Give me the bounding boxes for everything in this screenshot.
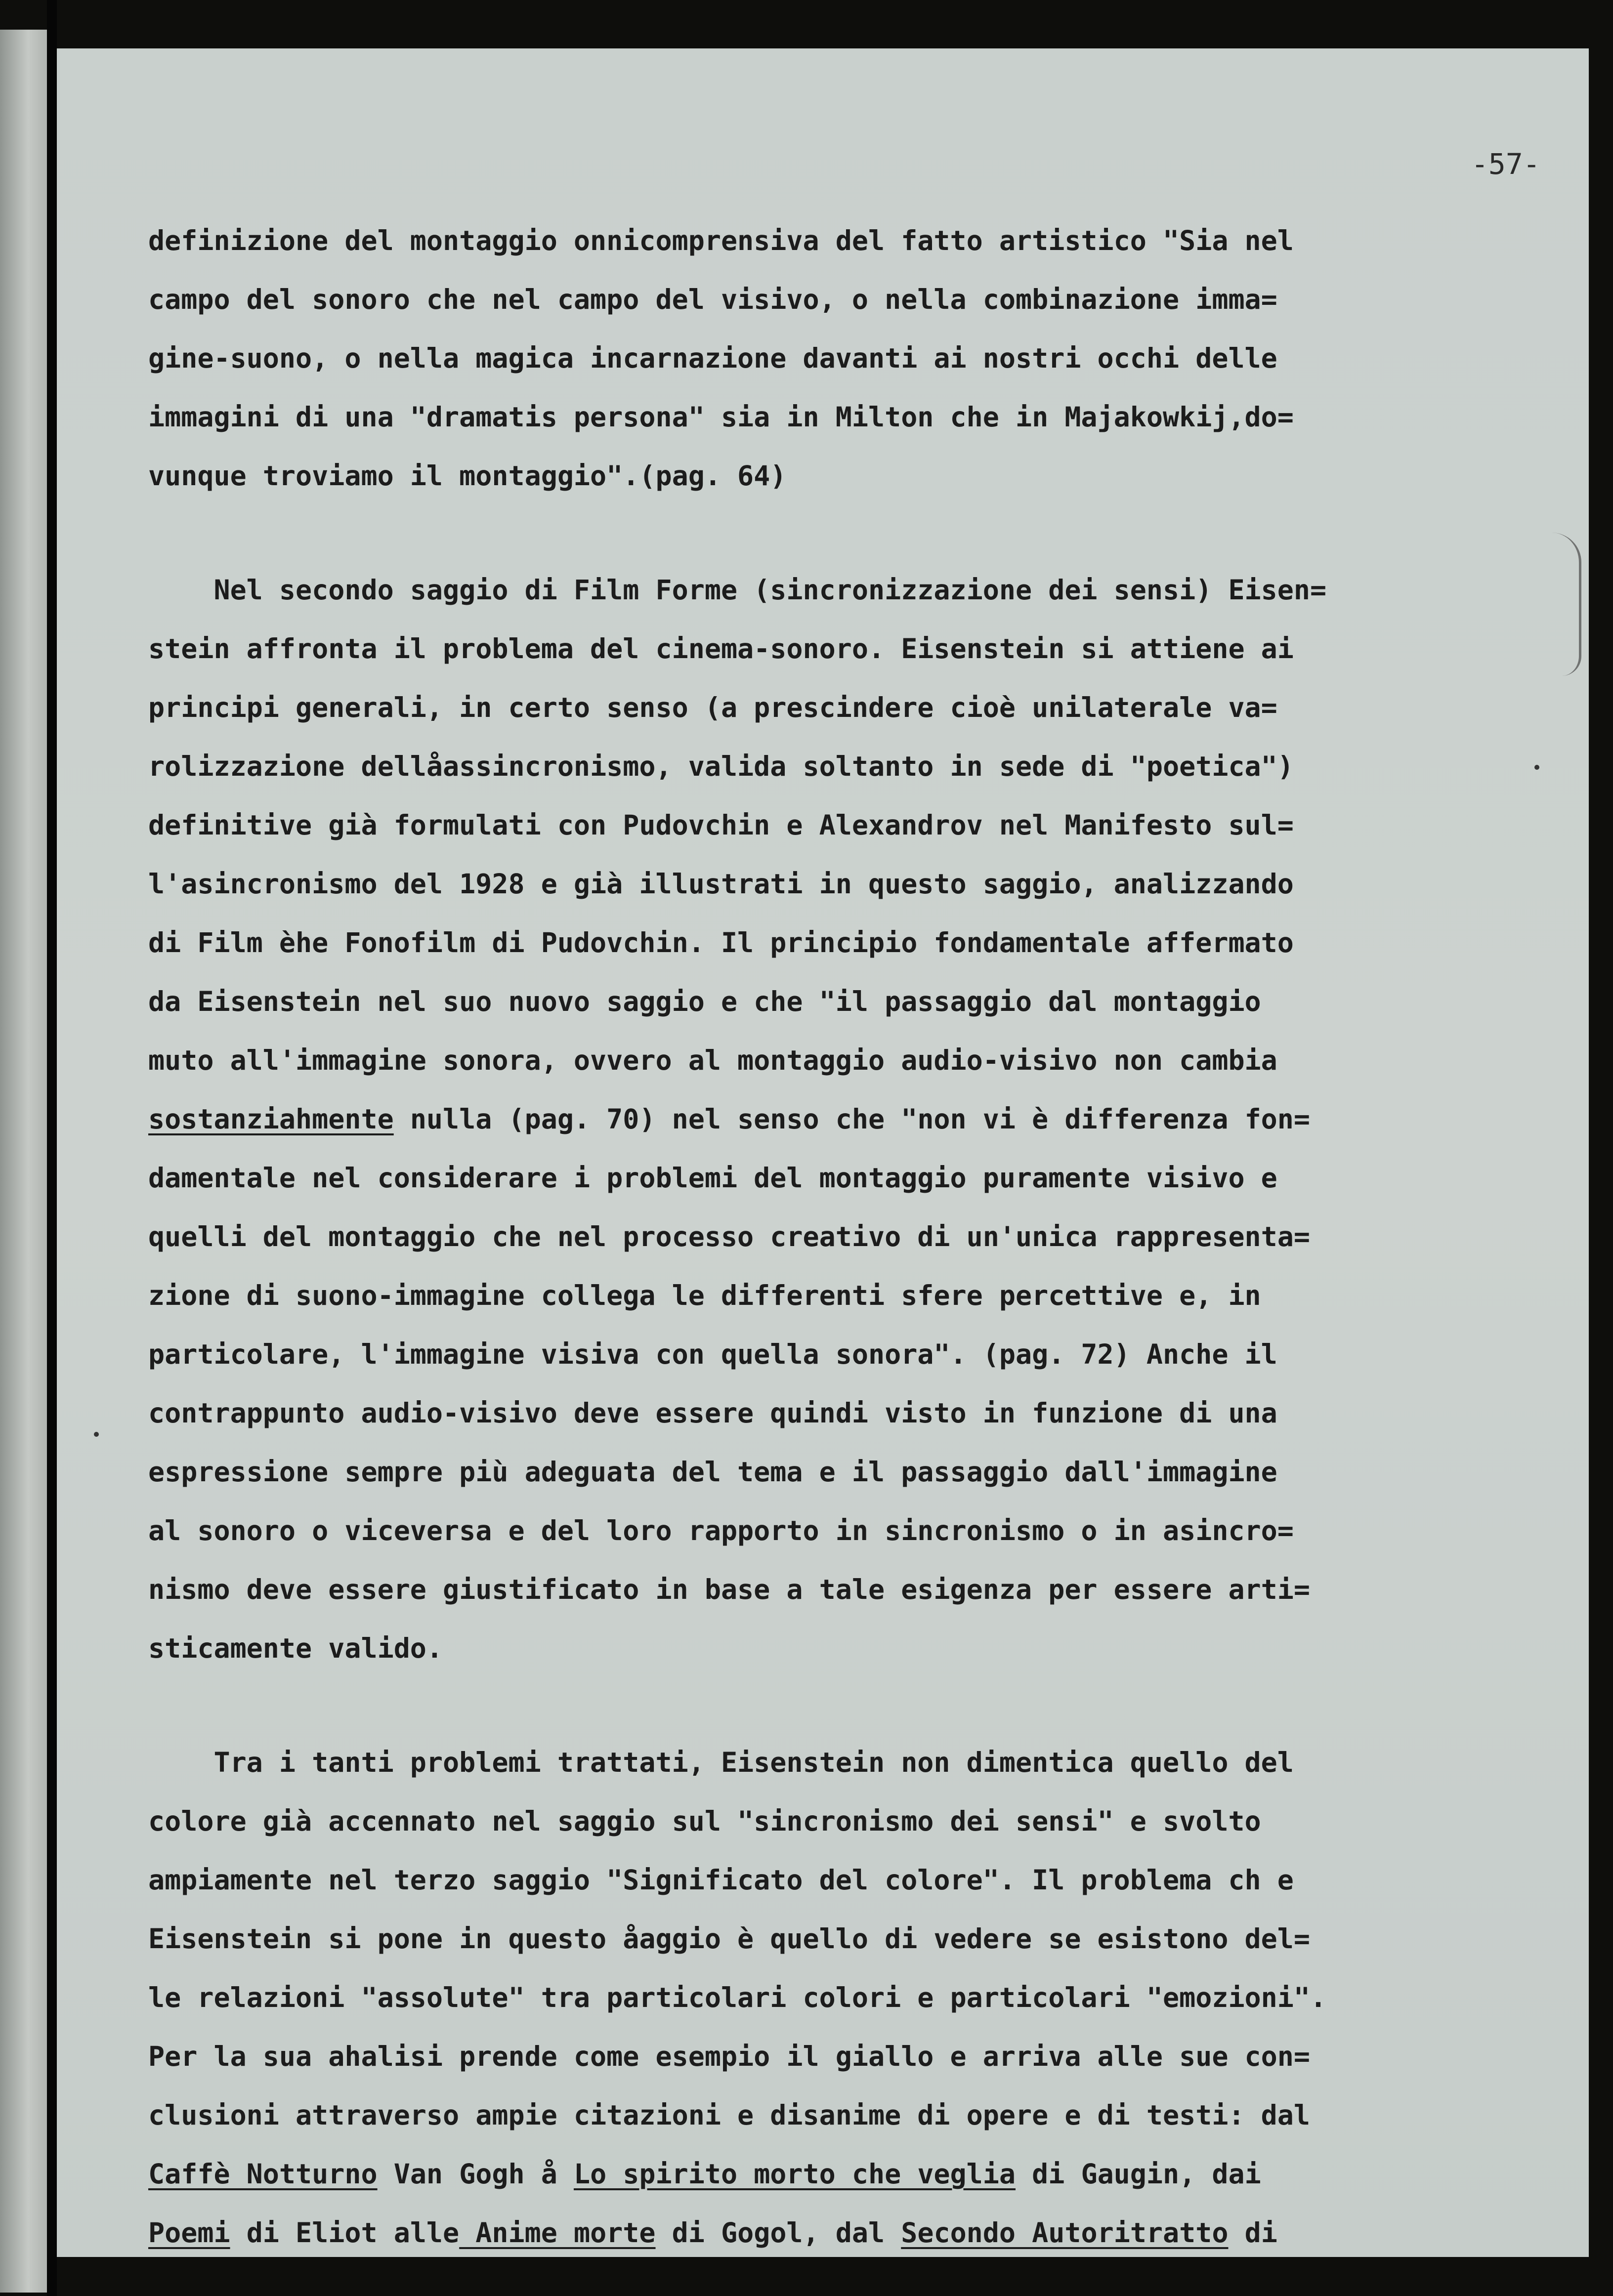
text-line xyxy=(148,1910,1581,1968)
text-segment: al sonoro o viceversa e del loro rapporto in sincronismo o in asincro= xyxy=(148,1515,1294,1546)
text-line xyxy=(148,2027,1581,2086)
text-segment: rolizzazione dellåassincronismo, valida soltanto in sede di "poetica") xyxy=(148,751,1294,782)
text-segment: definizione del montaggio onnicomprensiva del fatto artistico "Sia nel xyxy=(148,225,1294,256)
text-line xyxy=(148,388,1581,447)
text-segment: da Eisenstein nel suo nuovo saggio e che "il passaggio dal montaggio xyxy=(148,986,1261,1017)
page-number: -57- xyxy=(1471,147,1540,181)
text-line xyxy=(148,1031,1581,1090)
paragraph-gap xyxy=(148,1678,1581,1733)
text-segment: clusioni attraverso ampie citazioni e disanime di opere e di testi: dal xyxy=(148,2099,1311,2131)
text-line xyxy=(148,1851,1581,1910)
underlined-title: sostanziahmente xyxy=(148,1103,394,1135)
text-line xyxy=(148,855,1581,914)
text-segment: di Gogol, dal xyxy=(655,2217,901,2249)
text-segment: di xyxy=(1228,2217,1277,2249)
text-line xyxy=(148,1968,1581,2027)
text-line xyxy=(148,2204,1581,2262)
text-segment: Eisenstein si pone in questo åaggio è quello di vedere se esistono del= xyxy=(148,1923,1311,1955)
text-line xyxy=(148,211,1581,270)
text-line xyxy=(148,737,1581,796)
text-segment: nulla (pag. 70) nel senso che "non vi è differenza fon= xyxy=(393,1103,1311,1135)
text-segment: muto all'immagine sonora, ovvero al montaggio audio-visivo non cambia xyxy=(148,1044,1277,1076)
typewritten-text xyxy=(148,211,1581,2262)
text-line xyxy=(148,329,1581,388)
underlined-title: Caffè Notturno xyxy=(148,2158,378,2190)
text-line xyxy=(148,796,1581,855)
text-line xyxy=(148,914,1581,972)
text-segment: gine-suono, o nella magica incarnazione davanti ai nostri occhi delle xyxy=(148,342,1277,374)
text-segment: vunque troviamo il montaggio".(pag. 64) xyxy=(148,460,787,492)
margin-dot xyxy=(94,1432,99,1437)
text-line xyxy=(148,972,1581,1031)
paragraph-gap xyxy=(148,505,1581,561)
margin-pencil-mark xyxy=(1549,533,1581,676)
text-segment: Van Gogh å xyxy=(377,2158,574,2190)
underlined-title: Poemi xyxy=(148,2217,230,2249)
text-segment: Nel secondo saggio di Film Forme (sincronizzazione dei sensi) Eisen= xyxy=(148,574,1327,606)
text-segment: quelli del montaggio che nel processo creativo di un'unica rappresenta= xyxy=(148,1221,1311,1252)
text-segment: di Film èhe Fonofilm di Pudovchin. Il principio fondamentale affermato xyxy=(148,927,1294,959)
text-line xyxy=(148,1149,1581,1208)
text-line xyxy=(148,620,1581,678)
text-line xyxy=(148,561,1581,620)
text-line xyxy=(148,1502,1581,1560)
text-line xyxy=(148,1560,1581,1619)
underlined-title: Lo spirito morto che veglia xyxy=(573,2158,1016,2190)
book-gutter xyxy=(47,0,57,2296)
margin-dot xyxy=(1534,765,1539,770)
facing-page-edge xyxy=(0,30,47,2293)
text-segment: le relazioni "assolute" tra particolari colori e particolari "emozioni". xyxy=(148,1982,1327,2013)
text-line xyxy=(148,1443,1581,1502)
text-line xyxy=(148,1792,1581,1851)
text-line xyxy=(148,1266,1581,1325)
text-line xyxy=(148,2086,1581,2145)
text-line xyxy=(148,1733,1581,1792)
text-line xyxy=(148,678,1581,737)
text-line xyxy=(148,1090,1581,1149)
text-segment: di Eliot alle xyxy=(230,2217,460,2249)
text-segment: definitive già formulati con Pudovchin e Alexandrov nel Manifesto sul= xyxy=(148,809,1294,841)
text-segment: particolare, l'immagine visiva con quella sonora". (pag. 72) Anche il xyxy=(148,1338,1277,1370)
text-segment: zione di suono-immagine collega le differenti sfere percettive e, in xyxy=(148,1280,1261,1311)
text-line xyxy=(148,1384,1581,1443)
text-segment: colore già accennato nel saggio sul "sincronismo dei sensi" e svolto xyxy=(148,1805,1261,1837)
text-line xyxy=(148,1325,1581,1384)
text-line xyxy=(148,1208,1581,1266)
text-segment: stein affronta il problema del cinema-sonoro. Eisenstein si attiene ai xyxy=(148,633,1294,665)
text-segment: nismo deve essere giustificato in base a tale esigenza per essere arti= xyxy=(148,1574,1311,1605)
text-line xyxy=(148,270,1581,329)
text-line xyxy=(148,1619,1581,1678)
text-segment: di Gaugin, dai xyxy=(1016,2158,1261,2190)
text-segment: Per la sua ahalisi prende come esempio il giallo e arriva alle sue con= xyxy=(148,2041,1311,2072)
text-segment: immagini di una "dramatis persona" sia in Milton che in Majakowkij,do= xyxy=(148,401,1294,433)
text-segment: damentale nel considerare i problemi del montaggio puramente visivo e xyxy=(148,1162,1277,1194)
underlined-title: Secondo Autoritratto xyxy=(901,2217,1229,2249)
text-line xyxy=(148,447,1581,505)
text-segment: l'asincronismo del 1928 e già illustrati in questo saggio, analizzando xyxy=(148,868,1294,900)
text-segment: contrappunto audio-visivo deve essere quindi visto in funzione di una xyxy=(148,1397,1277,1429)
document-page xyxy=(57,48,1589,2257)
underlined-title: Anime morte xyxy=(459,2217,656,2249)
text-segment: campo del sonoro che nel campo del visivo, o nella combinazione imma= xyxy=(148,284,1277,315)
text-segment: ampiamente nel terzo saggio "Significato del colore". Il problema ch e xyxy=(148,1864,1294,1896)
text-segment: sticamente valido. xyxy=(148,1632,443,1664)
text-line xyxy=(148,2145,1581,2204)
text-segment: principi generali, in certo senso (a prescindere cioè unilaterale va= xyxy=(148,692,1277,723)
text-segment: espressione sempre più adeguata del tema e il passaggio dall'immagine xyxy=(148,1456,1277,1488)
text-segment: Tra i tanti problemi trattati, Eisenstein non dimentica quello del xyxy=(148,1747,1294,1778)
